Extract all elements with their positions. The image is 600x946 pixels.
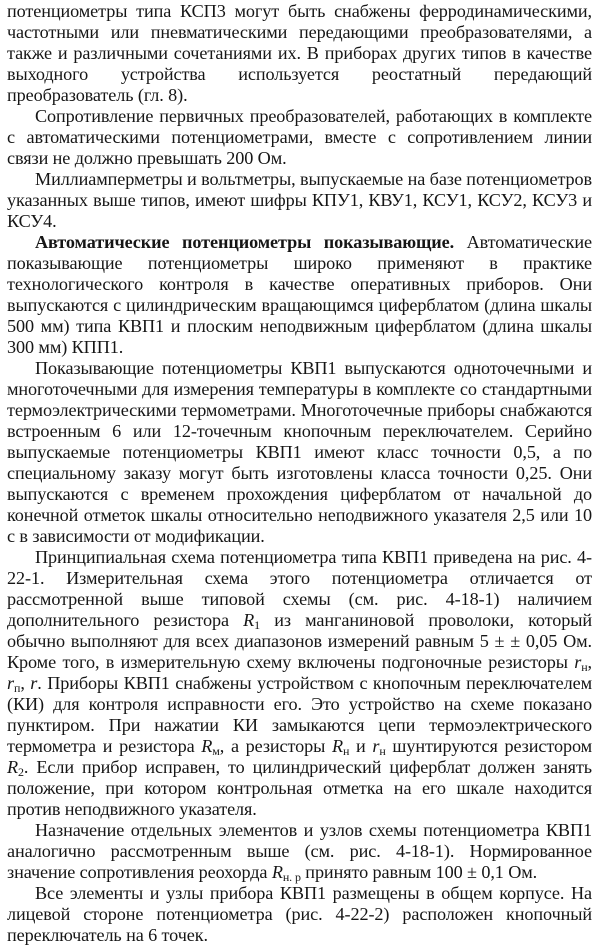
text-run: и <box>349 736 373 756</box>
symbol-r: r <box>30 673 38 693</box>
text-run: , а резисторы <box>219 736 332 756</box>
text-run: , <box>20 673 31 693</box>
paragraph-primary-transducer-resistance: Сопротивление первичных преобразователей, работающих в комплекте с автоматическими потенциометрами, вместе с сопротивлением линии связи не должно превышать 200 Ом. <box>7 106 592 168</box>
paragraph-ksp3-output-transducers: потенциометры типа КСП3 могут быть снабжены ферродинамическими, частотными или пневматическими передающими преобразователями, а также и различными сочетаниями их. В приборах других типов в качестве выходного устройства используется реостатный передающий преобразователь (гл. 8). <box>7 1 592 105</box>
symbol-R: R <box>243 610 255 630</box>
text-run: принято равным 100 ± 0,1 Ом. <box>300 862 538 882</box>
subscript: н. р <box>282 870 301 884</box>
subscript: н <box>581 660 588 674</box>
symbol-R: R <box>331 736 343 756</box>
symbol-R: R <box>7 757 19 777</box>
paragraph-kvp1-schematic <box>7 547 592 820</box>
paragraph-indicating-potentiometers <box>7 232 592 358</box>
text-run: из манганиновой проволоки, который обычно выполняют для всех диапазонов измерений равным 5 ± ± 0,05 Ом. Кроме того, в измерительную схему включены подгоночные резисторы <box>7 610 592 672</box>
paragraph-milliammeters-voltmeters: Миллиамперметры и вольтметры, выпускаемые на базе потенциометров указанных выше типов, имеют шифры КПУ1, КВУ1, КСУ1, КСУ2, КСУ3 и КСУ4. <box>7 169 592 231</box>
symbol-R: R <box>201 736 213 756</box>
subscript: 1 <box>254 618 261 632</box>
subscript: м <box>212 744 220 758</box>
paragraph-rheochord-resistance <box>7 820 592 883</box>
paragraph-kvp1-description: Показывающие потенциометры КВП1 выпускаются одноточечными и многоточечными для измерения температуры в комплекте со стандартными термоэлектрическими термометрами. Многоточечные приборы снабжаются встроенным 6 или 12-точечным кнопочным переключателем. Серийно выпускаемые потенциометры КВП1 имеют класс точности 0,5, а по специальному заказу могут быть изготовлены класса точности 0,25. Они выпускаются с временем прохождения циферблатом от начальной до конечной отметок шкалы относительно неподвижного указателя 2,5 или 10 с в зависимости от модификации. <box>7 358 592 546</box>
text-run: Принципиальная схема потенциометра типа КВП1 приведена на рис. 4-22-1. Измерительная схема этого потенциометра отличается от рассмотренной выше типовой схемы (см. рис. 4-18-1) наличием дополнительного резистора <box>7 547 592 630</box>
paragraph-kvp1-housing: Все элементы и узлы прибора КВП1 размещены в общем корпусе. На лицевой стороне потенциометра (рис. 4-22-2) расположен кнопочный переключатель на 6 точек. <box>7 883 592 945</box>
symbol-r: r <box>574 652 582 672</box>
paragraph-body-text: Автоматические показывающие потенциометры широко применяют в практике технологического контроля в качестве оперативных приборов. Они выпускаются с цилиндрическим вращающимся циферблатом (длина шкалы 500 мм) типа КВП1 и плоским неподвижным циферблатом (длина шкалы 300 мм) КПП1. <box>7 232 592 357</box>
subscript: н <box>342 744 350 758</box>
text-run: . Приборы КВП1 снабжены устройством с кнопочным переключателем (КИ) для контроля исправности его. Это устройство на схеме показано пунктиром. При нажатии КИ замыкаются цепи термоэлектрического термометра и резистора <box>7 673 592 756</box>
text-run: , <box>587 652 592 672</box>
section-run-in-heading: Автоматические потенциометры показывающие. <box>35 232 455 252</box>
symbol-r: r <box>7 673 14 693</box>
subscript: п <box>13 681 21 695</box>
text-run: . Если прибор исправен, то цилиндрический циферблат должен занять положение, при котором контрольная отметка на его шкале находится против неподвижного указателя. <box>7 757 592 819</box>
text-run: шунтируются резистором <box>385 736 592 756</box>
symbol-R: R <box>271 862 283 882</box>
subscript: 2 <box>18 765 24 779</box>
symbol-r: r <box>372 736 380 756</box>
subscript: н <box>379 744 386 758</box>
text-run: Назначение отдельных элементов и узлов схемы потенциометра КВП1 аналогично рассмотренным выше (см. рис. 4-18-1). Нормированное значение сопротивления реохорда <box>7 820 592 882</box>
